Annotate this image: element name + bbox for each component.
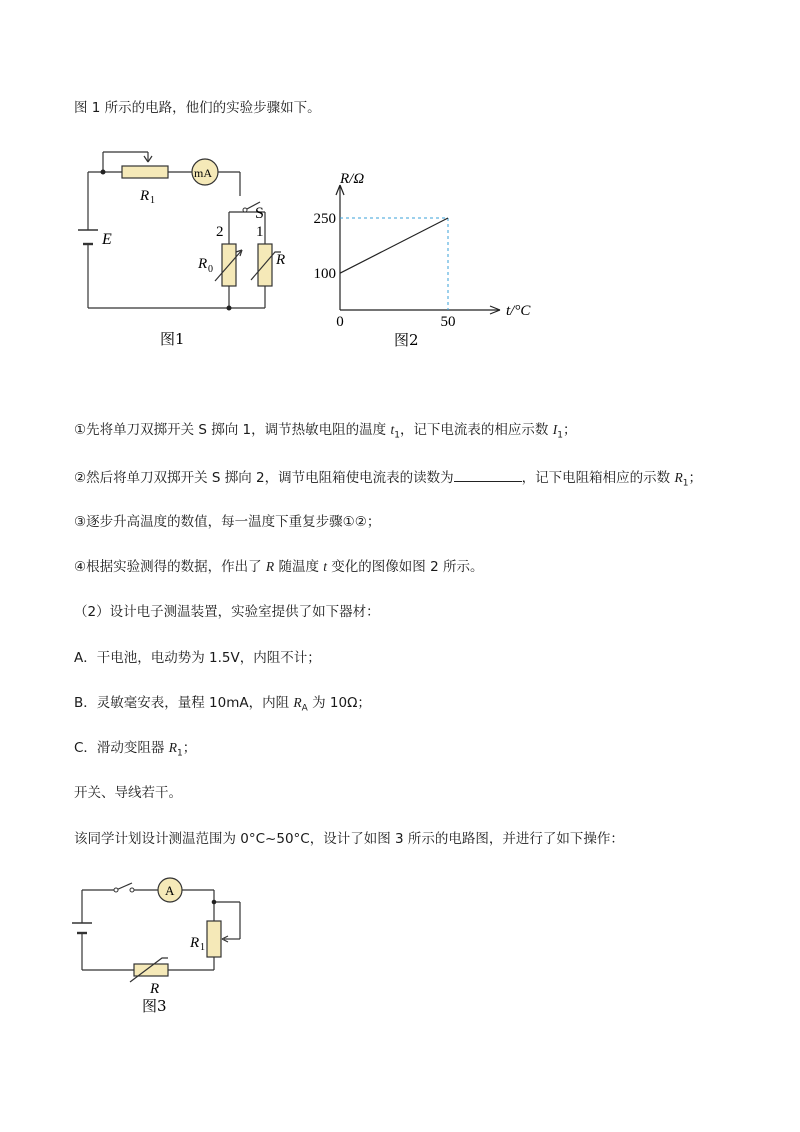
item-misc: 开关、导线若干。 [74,785,182,801]
y-tick-250: 250 [313,211,336,227]
label-r1: R [140,188,150,204]
step-1-var-i: I [552,422,558,437]
x-axis-label: t/°C [506,303,531,319]
series-line-r-vs-t [340,218,448,273]
step-3-num: ③ [74,514,87,530]
label-r1-sub: 1 [150,195,155,206]
step-4-var-t: t [323,559,328,574]
step-3-text: 逐步升高温度的数值，每一温度下重复步骤①②； [86,514,381,530]
item-b-text-a: B．灵敏毫安表，量程 10mA，内阻 [74,695,294,711]
label-r1-sub-fig3: 1 [200,942,205,953]
item-c-sub-1: 1 [176,748,183,759]
step-1-var-t: t [390,422,395,437]
step-2-text-a: 然后将单刀双掷开关 S 掷向 2，调节电阻箱使电流表的读数为 [86,470,454,486]
label-e: E [102,231,112,248]
step-1-text-a: 先将单刀双掷开关 S 掷向 1，调节热敏电阻的温度 [86,422,391,438]
step-1-sub-i: 1 [557,430,563,441]
figure-1-caption: 图1 [160,330,185,348]
rheostat-r1-fig3 [207,921,221,957]
step-3 [74,512,380,532]
label-r0: R [198,256,208,272]
label-r-fig3: R [150,981,160,997]
item-b-var-r: R [293,695,302,710]
step-4-var-r: R [265,559,275,574]
label-pos2: 2 [216,224,224,240]
step-4-text-c: 变化的图像如图 2 所示。 [327,559,484,575]
item-a: A．干电池，电动势为 1.5V，内阻不计； [74,650,321,666]
step-1-text-c: ； [562,422,577,438]
label-r0-sub: 0 [208,264,213,275]
label-r: R [276,252,286,268]
step-1-num: ① [74,422,87,438]
step-2-text-b: ，记下电阻箱相应的示数 [521,470,675,486]
step-2-var-r: R [674,470,683,485]
label-r1-fig3: R [190,935,200,951]
item-c-text-c: ； [182,740,197,756]
item-c [74,738,196,764]
item-b-text-c: 为 10Ω； [307,695,371,711]
item-c-var-r: R [168,740,177,755]
figure-2-caption: 图2 [394,331,419,349]
step-2-text-c: ； [688,470,702,486]
y-tick-100: 100 [313,266,336,283]
step-2-num: ② [74,470,87,486]
step-2 [74,467,702,494]
item-b-sub-a: A [301,703,308,714]
step-1-text-b: ，记下电流表的相应示数 [399,422,553,438]
label-pos1: 1 [256,224,264,240]
part-2-heading: （2）设计电子测温装置，实验室提供了如下器材： [74,604,380,620]
label-ma: mA [194,166,212,180]
y-axis-label: R/Ω [340,171,365,187]
step-1 [74,420,576,446]
plan-text: 该同学计划设计测温范围为 0°C~50°C，设计了如图 3 所示的电路图，并进行了如下操作： [74,831,624,847]
figure-1-circuit [70,140,300,360]
item-c-text-a: C．滑动变阻器 [74,740,169,756]
step-4 [74,557,483,577]
thermistor-r [258,244,272,286]
item-b [74,693,371,719]
label-a: A [165,883,175,898]
step-4-text-b: 随温度 [274,559,324,575]
intro-text: 图 1 所示的电路，他们的实验步骤如下。 [74,100,321,116]
step-2-sub-r: 1 [682,478,689,489]
x-tick-50: 50 [440,314,456,330]
label-s: S [255,205,264,222]
figure-2-chart [300,165,560,360]
answer-blank[interactable] [454,467,522,482]
rheostat-r1 [122,166,168,178]
figure-3-caption: 图3 [142,997,167,1015]
step-4-text-a: 根据实验测得的数据，作出了 [86,559,266,575]
step-4-num: ④ [74,559,87,575]
figure-3-circuit [70,865,260,1020]
step-1-sub-t: 1 [394,430,400,441]
x-tick-0: 0 [336,314,344,330]
